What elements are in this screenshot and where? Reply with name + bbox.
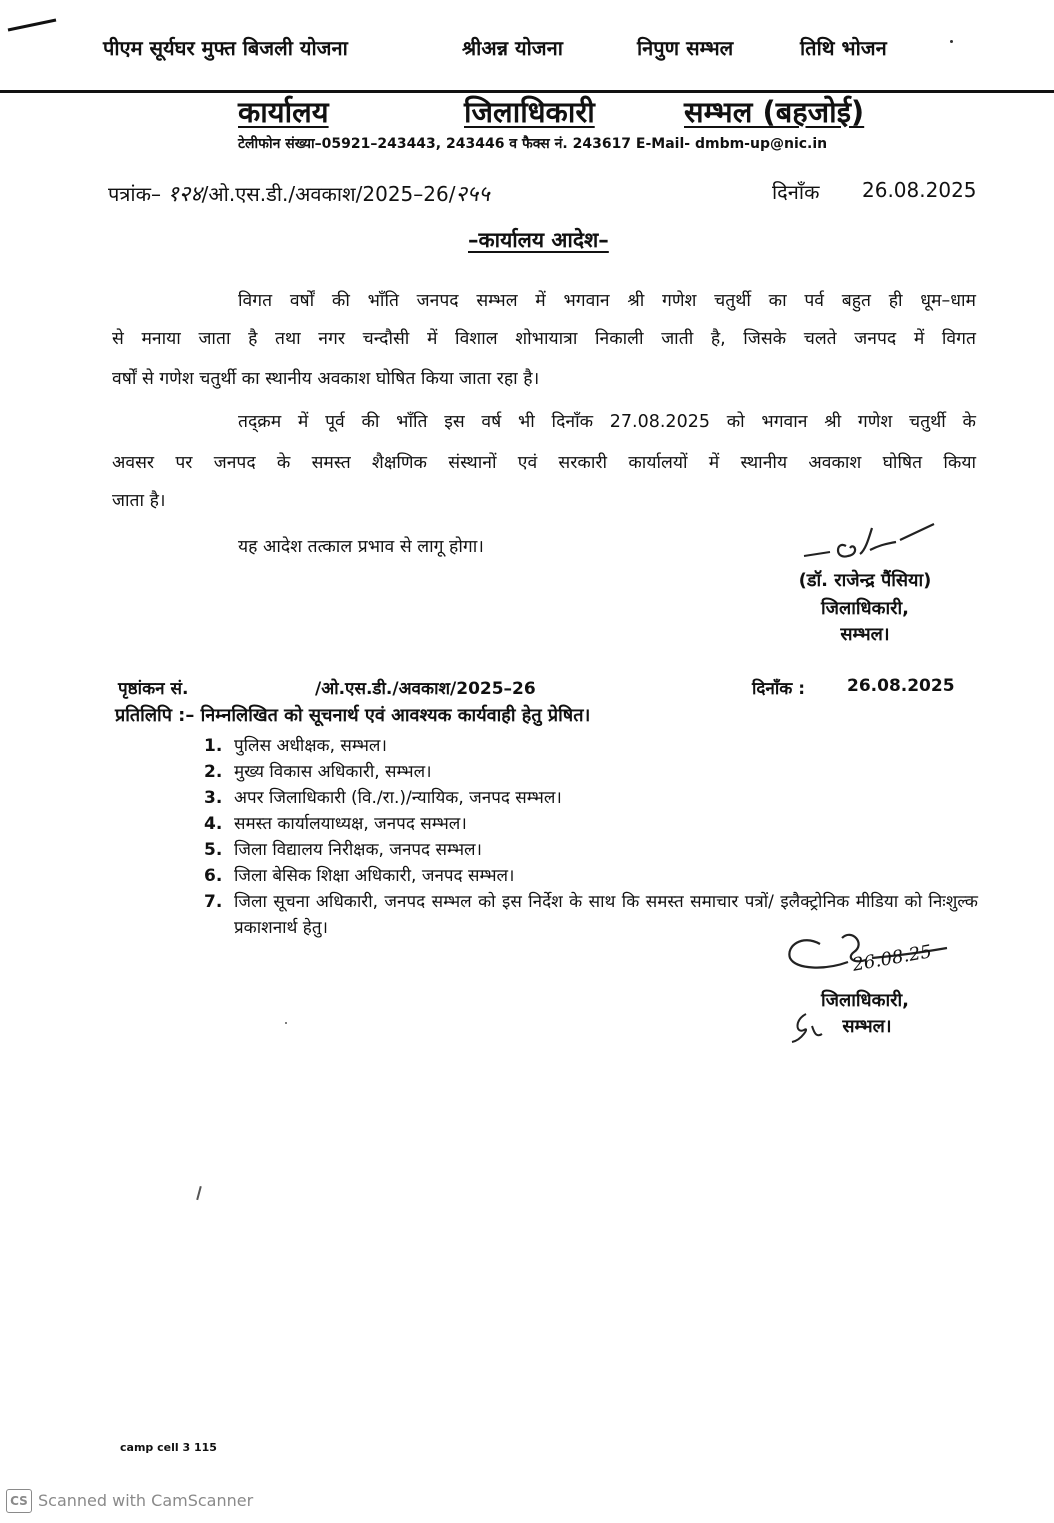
endorsement-reference: /ओ.एस.डी./अवकाश/2025–26 bbox=[315, 679, 536, 699]
para2-line1: तद्क्रम में पूर्व की भाँति इस वर्ष भी दिनाँक 27.08.2025 को भगवान श्री गणेश चतुर्थी के bbox=[238, 412, 976, 432]
scheme-pm-suryaghar: पीएम सूर्यघर मुफ्त बिजली योजना bbox=[103, 36, 348, 60]
list-item: 7. जिला सूचना अधिकारी, जनपद सम्भल को इस निर्देश के साथ कि समस्त समाचार पत्रों/ इलैक्ट्रोनिक मीडिया को निःशुल्क प्रकाशनार्थ हेतु। bbox=[204, 892, 978, 938]
list-item: 1. पुलिस अधीक्षक, सम्भल। bbox=[204, 736, 387, 756]
list-item: 6. जिला बेसिक शिक्षा अधिकारी, जनपद सम्भल। bbox=[204, 866, 515, 886]
office-word-jiladhikari: जिलाधिकारी bbox=[464, 95, 595, 129]
endorsement-label: पृष्ठांकन सं. bbox=[118, 679, 189, 699]
para1-line1: विगत वर्षों की भाँति जनपद सम्भल में भगवान श्री गणेश चतुर्थी का पर्व बहुत ही धूम–धाम bbox=[238, 291, 976, 311]
scan-tick bbox=[196, 1186, 201, 1200]
signatory-name: (डॉ. राजेन्द्र पैंसिया) bbox=[798, 570, 932, 591]
para2-line3: जाता है। bbox=[112, 491, 166, 511]
list-item: 2. मुख्य विकास अधिकारी, सम्भल। bbox=[204, 762, 432, 782]
camscanner-logo: CS bbox=[6, 1489, 32, 1513]
endorsement-place: सम्भल। bbox=[842, 1016, 892, 1037]
scheme-nipun-sambhal: निपुण सम्भल bbox=[637, 36, 734, 60]
para1-line3: वर्षों से गणेश चतुर्थी का स्थानीय अवकाश घोषित किया जाता रहा है। bbox=[112, 369, 540, 389]
reference-hand-suffix: २५५ bbox=[455, 182, 490, 207]
signature-hand-date: 26.08.25 bbox=[850, 941, 934, 976]
endorsement-date: 26.08.2025 bbox=[847, 676, 955, 696]
contact-line: टेलीफोन संख्या–05921–243443, 243446 व फैक्स नं. 243617 E-Mail- dmbm-up@nic.in bbox=[238, 136, 828, 152]
office-word-karyalay: कार्यालय bbox=[238, 95, 329, 129]
endorsement-designation: जिलाधिकारी, bbox=[821, 990, 909, 1011]
scan-dot bbox=[285, 1022, 287, 1024]
reference-date: 26.08.2025 bbox=[862, 178, 977, 202]
reference-printed: /ओ.एस.डी./अवकाश/2025–26/ bbox=[201, 182, 456, 206]
list-item: 3. अपर जिलाधिकारी (वि./रा.)/न्यायिक, जनपद सम्भल। bbox=[204, 788, 562, 808]
scan-dot bbox=[950, 40, 953, 43]
scheme-shri-anna: श्रीअन्न योजना bbox=[462, 36, 563, 60]
reference-number bbox=[108, 178, 490, 208]
office-word-sambhal: सम्भल (बहजोई) bbox=[684, 95, 865, 129]
endorsement-date-label: दिनाँक : bbox=[752, 679, 806, 699]
signatory-place: सम्भल। bbox=[840, 624, 890, 645]
signature-sd-text bbox=[0, 0, 1, 1]
reference-hand-number: १२४ bbox=[167, 182, 202, 207]
list-item: 5. जिला विद्यालय निरीक्षक, जनपद सम्भल। bbox=[204, 840, 483, 860]
para1-line2: से मनाया जाता है तथा नगर चन्दौसी में विशाल शोभायात्रा निकाली जाती है, जिसके चलते जनपद में विगत bbox=[112, 329, 976, 349]
scan-mark bbox=[0, 0, 60, 40]
reference-label: पत्रांक– bbox=[108, 182, 161, 206]
order-title: –कार्यालय आदेश– bbox=[468, 228, 609, 252]
camscanner-watermark: Scanned with CamScanner bbox=[38, 1491, 254, 1510]
initials-mark bbox=[786, 1010, 826, 1046]
scheme-tithi-bhojan: तिथि भोजन bbox=[800, 36, 887, 60]
reference-date-label: दिनाँक bbox=[772, 180, 820, 204]
signatory-designation: जिलाधिकारी, bbox=[821, 598, 909, 619]
list-item: 4. समस्त कार्यालयाध्यक्ष, जनपद सम्भल। bbox=[204, 814, 467, 834]
recipient-list bbox=[204, 733, 978, 941]
para2-line2: अवसर पर जनपद के समस्त शैक्षणिक संस्थानों एवं सरकारी कार्यालयों में स्थानीय अवकाश घोषित किया bbox=[112, 453, 976, 473]
footer-code: camp cell 3 115 bbox=[120, 1441, 217, 1454]
signature-sd-mark bbox=[800, 520, 940, 570]
copy-title: प्रतिलिपि :– निम्नलिखित को सूचनार्थ एवं आवश्यक कार्यवाही हेतु प्रेषित। bbox=[115, 705, 591, 726]
para3: यह आदेश तत्काल प्रभाव से लागू होगा। bbox=[238, 537, 484, 557]
